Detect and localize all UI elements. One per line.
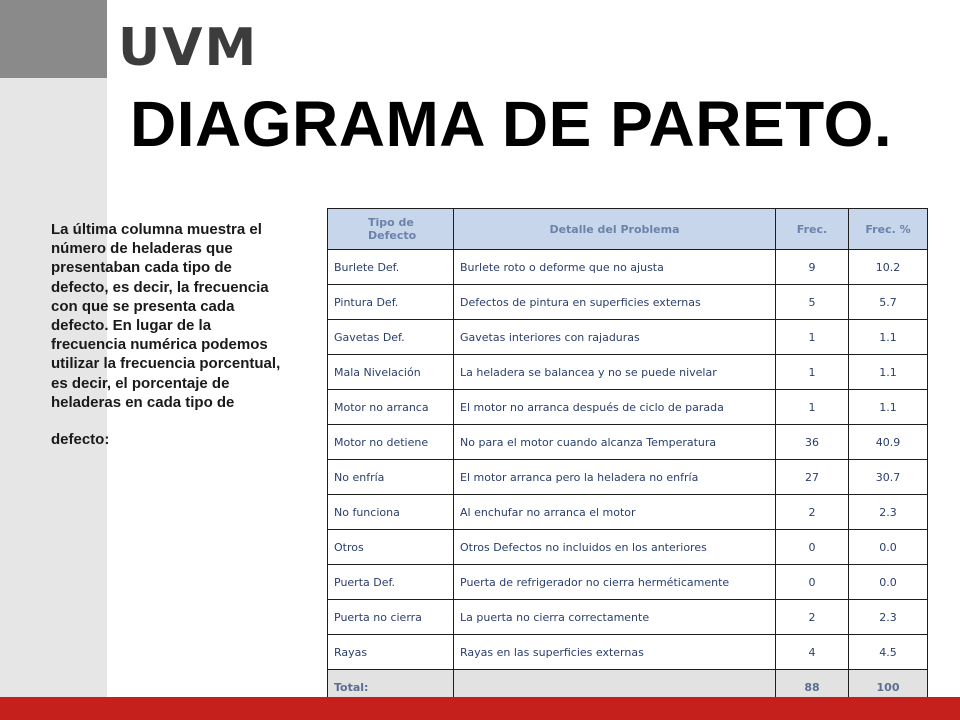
cell-tipo: No funciona bbox=[328, 495, 454, 530]
table-row bbox=[328, 565, 928, 600]
header-tipo-defecto: Tipo de Defecto bbox=[328, 209, 454, 250]
cell-frec-pct: 0.0 bbox=[849, 565, 928, 600]
cell-tipo: Otros bbox=[328, 530, 454, 565]
cell-frec: 4 bbox=[776, 635, 849, 670]
table-row bbox=[328, 250, 928, 285]
cell-frec: 0 bbox=[776, 565, 849, 600]
cell-tipo: Burlete Def. bbox=[328, 250, 454, 285]
cell-frec: 27 bbox=[776, 460, 849, 495]
cell-frec: 2 bbox=[776, 600, 849, 635]
cell-frec: 2 bbox=[776, 495, 849, 530]
cell-detalle: Defectos de pintura en superficies externas bbox=[454, 285, 776, 320]
table-header-row bbox=[328, 209, 928, 250]
description-tail: defecto: bbox=[51, 431, 110, 449]
cell-frec-pct: 1.1 bbox=[849, 355, 928, 390]
cell-frec-pct: 4.5 bbox=[849, 635, 928, 670]
total-label: Total: bbox=[328, 670, 454, 705]
table-row bbox=[328, 285, 928, 320]
logo-gray-block bbox=[0, 0, 107, 78]
table-row bbox=[328, 320, 928, 355]
cell-detalle: Puerta de refrigerador no cierra herméticamente bbox=[454, 565, 776, 600]
cell-frec: 1 bbox=[776, 390, 849, 425]
cell-tipo: Mala Nivelación bbox=[328, 355, 454, 390]
table-row bbox=[328, 600, 928, 635]
cell-detalle: El motor no arranca después de ciclo de parada bbox=[454, 390, 776, 425]
cell-frec: 0 bbox=[776, 530, 849, 565]
table-row bbox=[328, 530, 928, 565]
header-detalle-problema: Detalle del Problema bbox=[454, 209, 776, 250]
table-body bbox=[328, 250, 928, 670]
table-row bbox=[328, 460, 928, 495]
cell-frec-pct: 2.3 bbox=[849, 600, 928, 635]
cell-tipo: Gavetas Def. bbox=[328, 320, 454, 355]
header-frec-pct: Frec. % bbox=[849, 209, 928, 250]
table-row bbox=[328, 425, 928, 460]
description-text bbox=[51, 220, 286, 449]
table-row bbox=[328, 390, 928, 425]
description-main: La última columna muestra el número de heladeras que presentaban cada tipo de defecto, es decir, la frecuencia con que se presenta cada defecto. En lugar de la frecuencia numérica podemos utilizar la frecuencia porcentual, es decir, el porcentaje de heladeras en cada tipo de bbox=[51, 221, 281, 411]
cell-frec-pct: 5.7 bbox=[849, 285, 928, 320]
cell-detalle: El motor arranca pero la heladera no enfría bbox=[454, 460, 776, 495]
cell-detalle: Burlete roto o deforme que no ajusta bbox=[454, 250, 776, 285]
uvm-logo: UVM bbox=[118, 18, 259, 78]
cell-tipo: Rayas bbox=[328, 635, 454, 670]
cell-frec: 9 bbox=[776, 250, 849, 285]
cell-frec-pct: 1.1 bbox=[849, 320, 928, 355]
header-frec: Frec. bbox=[776, 209, 849, 250]
cell-tipo: Puerta Def. bbox=[328, 565, 454, 600]
cell-frec: 36 bbox=[776, 425, 849, 460]
cell-frec: 5 bbox=[776, 285, 849, 320]
cell-frec-pct: 0.0 bbox=[849, 530, 928, 565]
cell-frec: 1 bbox=[776, 320, 849, 355]
cell-detalle: No para el motor cuando alcanza Temperatura bbox=[454, 425, 776, 460]
bottom-red-bar bbox=[0, 697, 960, 720]
cell-detalle: Otros Defectos no incluidos en los anteriores bbox=[454, 530, 776, 565]
cell-frec-pct: 30.7 bbox=[849, 460, 928, 495]
page-title: DIAGRAMA DE PARETO. bbox=[130, 88, 893, 160]
total-frec: 88 bbox=[776, 670, 849, 705]
cell-tipo: No enfría bbox=[328, 460, 454, 495]
table-row bbox=[328, 495, 928, 530]
cell-detalle: Rayas en las superficies externas bbox=[454, 635, 776, 670]
cell-frec: 1 bbox=[776, 355, 849, 390]
cell-detalle: Gavetas interiores con rajaduras bbox=[454, 320, 776, 355]
cell-tipo: Puerta no cierra bbox=[328, 600, 454, 635]
table-row bbox=[328, 355, 928, 390]
cell-frec-pct: 40.9 bbox=[849, 425, 928, 460]
cell-tipo: Motor no detiene bbox=[328, 425, 454, 460]
cell-frec-pct: 10.2 bbox=[849, 250, 928, 285]
pareto-table bbox=[327, 208, 928, 705]
cell-frec-pct: 1.1 bbox=[849, 390, 928, 425]
cell-frec-pct: 2.3 bbox=[849, 495, 928, 530]
cell-tipo: Motor no arranca bbox=[328, 390, 454, 425]
table-row bbox=[328, 635, 928, 670]
cell-detalle: La puerta no cierra correctamente bbox=[454, 600, 776, 635]
cell-detalle: La heladera se balancea y no se puede nivelar bbox=[454, 355, 776, 390]
cell-tipo: Pintura Def. bbox=[328, 285, 454, 320]
total-frec-pct: 100 bbox=[849, 670, 928, 705]
cell-detalle: Al enchufar no arranca el motor bbox=[454, 495, 776, 530]
